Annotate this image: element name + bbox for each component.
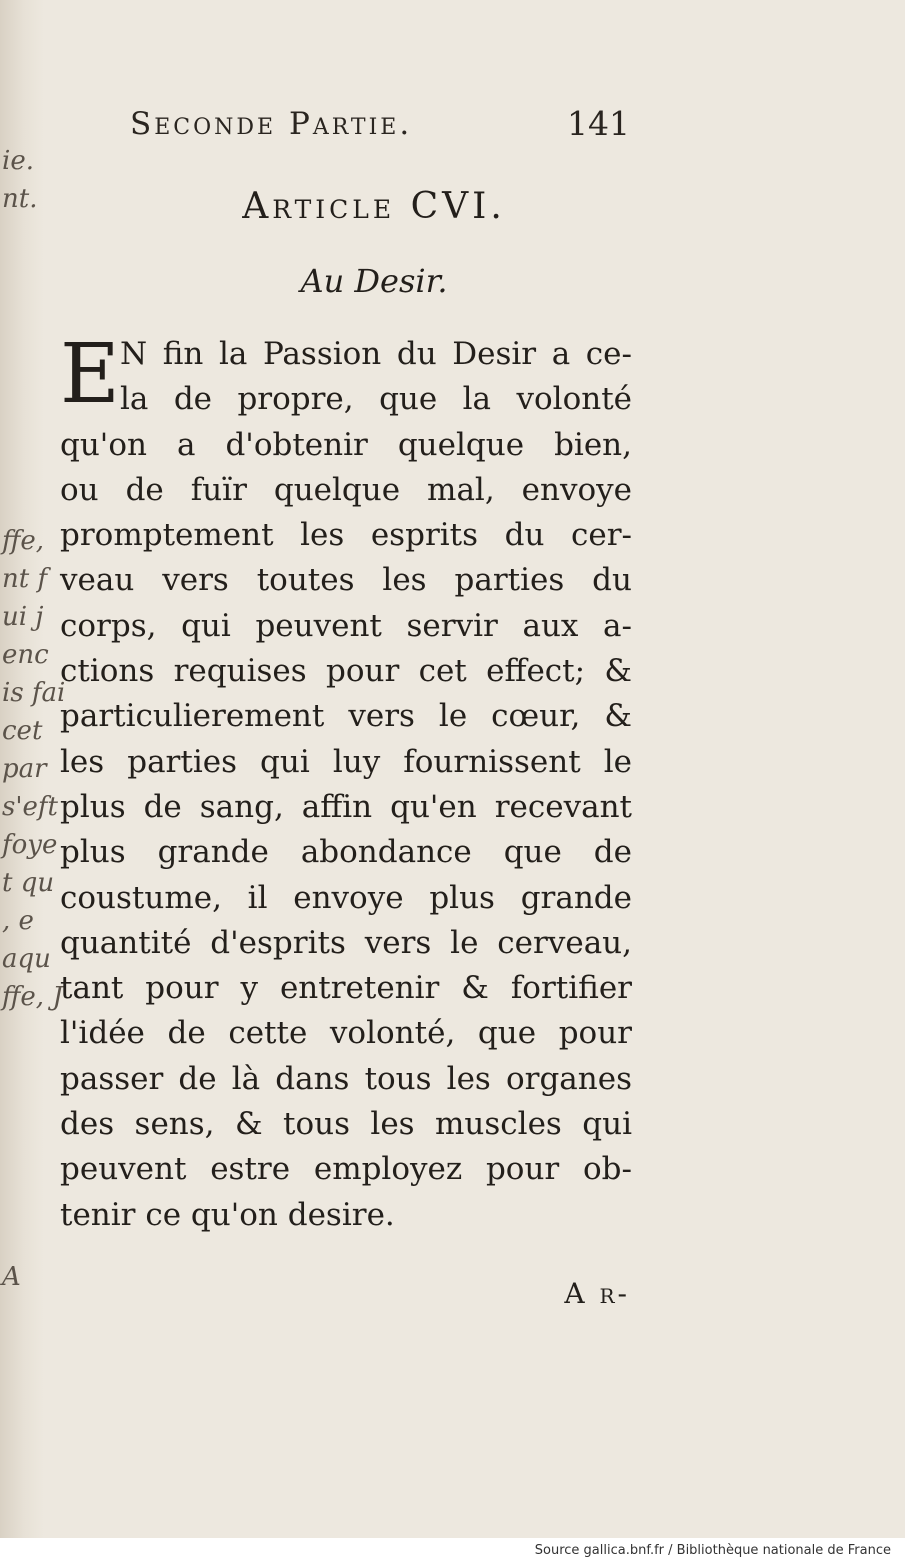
bleed-line: ui j <box>2 602 44 632</box>
source-footer <box>0 1538 905 1566</box>
bleed-line: nt f <box>2 564 48 594</box>
bleed-line: aqu <box>2 944 51 974</box>
bleed-line: nt. <box>2 184 38 214</box>
text-line: plus grande abondance que de <box>60 834 632 871</box>
adjacent-page-bleed-middle <box>2 522 66 1016</box>
text-line: la de propre, que la volonté <box>120 381 632 418</box>
text-line: tenir ce qu'on desire. <box>60 1196 395 1233</box>
bleed-line: s'eft <box>2 792 58 822</box>
text-line: coustume, il envoye plus grande <box>60 879 632 916</box>
bleed-line: ffe, J <box>2 982 63 1012</box>
bleed-line: is fai <box>2 678 66 708</box>
text-line: des sens, & tous les muscles qui <box>60 1106 632 1143</box>
bleed-line: ie. <box>2 146 34 176</box>
running-head <box>118 100 630 150</box>
bleed-line: A <box>2 1262 21 1292</box>
article-heading: Article CVI. <box>242 186 506 227</box>
text-line: plus de sang, affin qu'en recevant <box>60 788 632 825</box>
bleed-line: enc <box>2 640 49 670</box>
text-line: peuvent estre employez pour ob- <box>60 1151 632 1188</box>
text-line: quantité d'esprits vers le cerveau, <box>60 924 632 961</box>
adjacent-page-bleed-top <box>2 142 36 218</box>
text-line: tant pour y entretenir & fortifier <box>60 970 632 1007</box>
article-body <box>60 327 632 1238</box>
bleed-line: ffe, <box>2 526 45 556</box>
source-credit: Source gallica.bnf.fr / Bibliothèque nationale de France <box>534 1543 891 1558</box>
text-line: l'idée de cette volonté, que pour <box>60 1015 632 1052</box>
bleed-line: , e <box>2 906 34 936</box>
bleed-line: par <box>2 754 47 784</box>
text-line: passer de là dans tous les organes <box>60 1060 632 1097</box>
article-subtitle: Au Desir. <box>300 262 448 300</box>
text-line: veau vers toutes les parties du <box>60 562 632 599</box>
text-line: qu'on a d'obtenir quelque bien, <box>60 426 632 463</box>
bleed-line: t qu <box>2 868 55 898</box>
text-line: ctions requises pour cet effect; & <box>60 653 632 690</box>
drop-cap: E <box>60 327 120 422</box>
text-line: particulierement vers le cœur, & <box>60 698 632 735</box>
text-line: ou de fuïr quelque mal, envoye <box>60 471 632 508</box>
adjacent-page-bleed-bottom <box>2 1258 36 1296</box>
bleed-line: foye <box>2 830 58 860</box>
text-line: les parties qui luy fournissent le <box>60 743 632 780</box>
text-line: N fin la Passion du Desir a ce- <box>120 336 632 372</box>
page-number: 141 <box>567 104 630 143</box>
running-title: Seconde Partie. <box>130 106 413 142</box>
bleed-line: cet <box>2 716 43 746</box>
catchword: A r- <box>564 1277 630 1310</box>
text-line: promptement les esprits du cer- <box>60 517 632 554</box>
text-line: corps, qui peuvent servir aux a- <box>60 607 632 644</box>
